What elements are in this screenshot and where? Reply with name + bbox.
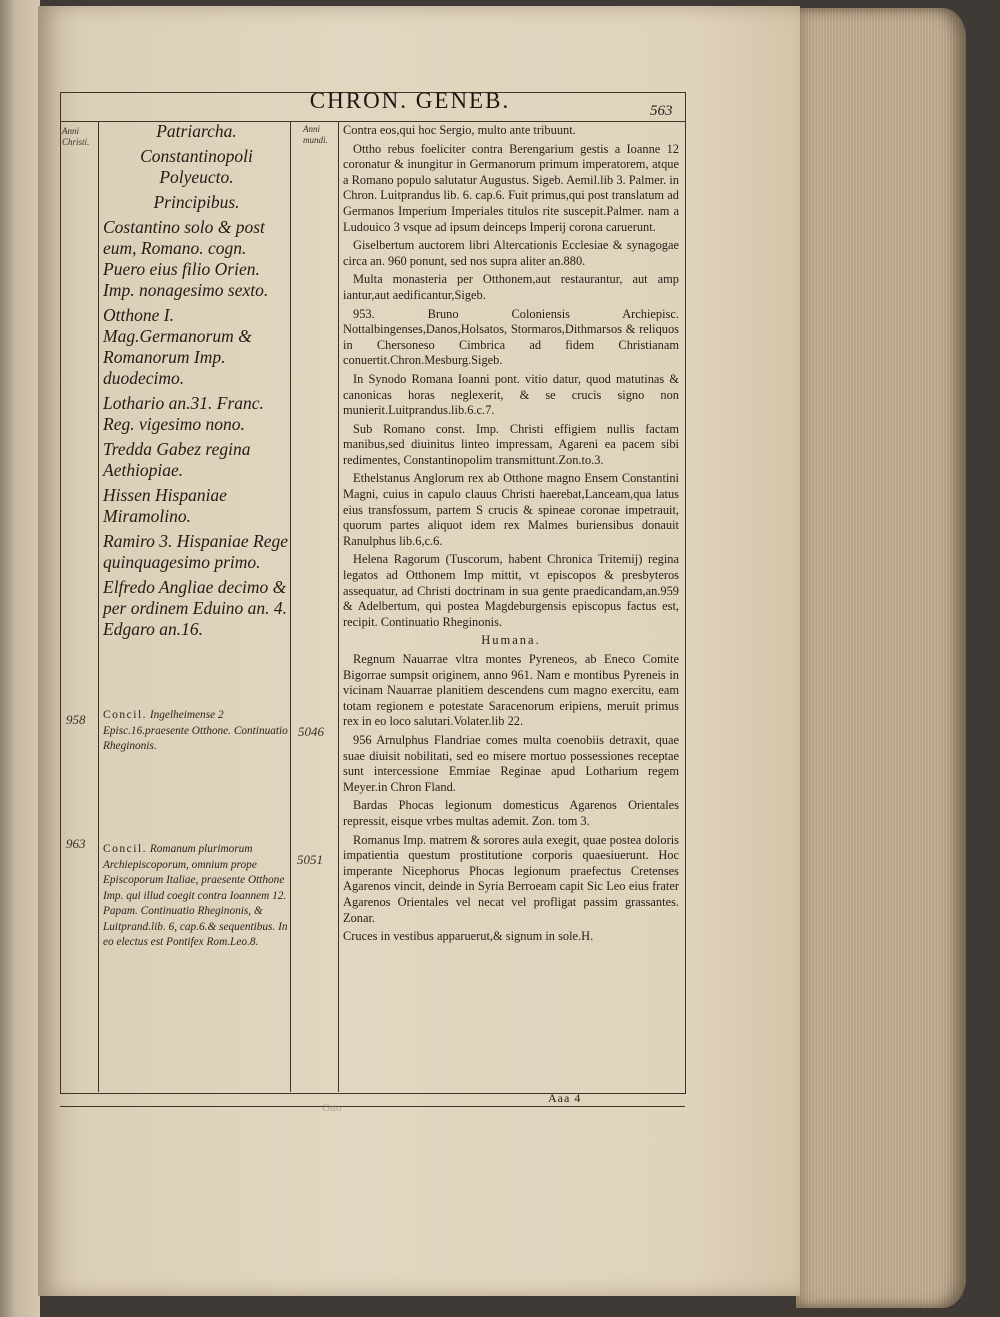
concil-head: Concil. — [103, 709, 148, 721]
year-christi-958: 958 — [66, 712, 86, 727]
paragraph: Giselbertum auctorem libri Altercationis Ecclesiae & synagogae circa an. 960 ponunt, sed nos supra aliter an.880. — [343, 238, 679, 268]
page-number: 563 — [650, 103, 673, 119]
rulers-entry: Otthone I. Mag.Germanorum & Romanorum Imp. duodecimo. — [103, 305, 252, 388]
bleed-through-text: Otto — [322, 1102, 342, 1114]
signature-mark: Aaa 4 — [548, 1091, 582, 1105]
page-block-edges — [796, 8, 966, 1308]
rulers-entry: Principibus. — [153, 192, 240, 212]
paragraph: Romanus Imp. matrem & sorores aula exegit, quae postea doloris impatientia questum prostitutione corporis quaesiuerunt. Hoc imperante Nicephorus Phocas legionum praefectus Cretenses Agarenos vincit, deinde in Syria Berroeam capit Sic Leo eius frater Agarenos Orientales vel necat vel profligat passim grassantes. Zonar. — [343, 832, 679, 925]
rulers-entry: Constantinopoli Polyeucto. — [140, 146, 253, 187]
year-mundi-5046: 5046 — [298, 724, 324, 739]
rulers-entry: Costantino solo & post eum, Romano. cogn. Puero eius filio Orien. Imp. nonagesimo sexto. — [103, 217, 269, 300]
paragraph: Bardas Phocas legionum domesticus Agarenos Orientales repressit, eisque vrbes multas ademit. Zon. tom 3. — [343, 798, 679, 828]
paragraph: 953. Bruno Coloniensis Archiepisc. Nottalbingenses,Danos,Holsatos, Stormaros,Dithmarsos & reliquos in Chersoneso Cimbrica ad fidem Christianam conuertit.Chron.Mesburg.Sigeb. — [343, 306, 679, 368]
paragraph: Cruces in vestibus apparuerut,& signum in sole.H. — [343, 929, 594, 944]
paragraph: 956 Arnulphus Flandriae comes multa coenobiis detraxit, quae suae diuisit nobilitati, sed eo misere mortuo possessiones receptae sunt intercessione Emmiae Reginae apud Lotharium regem Meyer.in Chron Fland. — [343, 732, 679, 794]
rule-col3 — [338, 121, 339, 1092]
paragraph: Regnum Nauarrae vltra montes Pyreneos, ab Eneco Comite Bigorrae sumpsit originem, anno 961. Nam e montibus Pyreneis in vicinam Nauarrae planitiem descendens cum magno exercitu, eam totam regionem e potestate Saracenorum eripiens, meruit primus rex in eo loco salutari.Volater.lib 22. — [343, 652, 679, 729]
paragraph: In Synodo Romana Ioanni pont. vitio datur, quod matutinas & canonicas horas neglexerit, & se crucis signo non munierit.Luitprandus.lib.6.c.7. — [343, 371, 679, 418]
paragraph: Helena Ragorum (Tuscorum, habent Chronica Tritemij) regina legatos ad Otthonem Imp mittit, vt episcopos & presbyteros assequatur, ad Christi doctrinam in sua gente praedicandam,an.959 & Adelbertum, qui postea Magdeburgensis episcopus factus est, recipit. Continuatio Rheginonis. — [343, 552, 679, 629]
rule-col1 — [98, 121, 99, 1092]
anni-christi-label: Anni Christi. — [62, 126, 90, 147]
paragraph: Ethelstanus Anglorum rex ab Otthone magno Ensem Constantini Magni, cuius in capulo clauus Christi haerebat,Lanceam,qua latus eius transfossum, partem S crucis & spineae coronae impetrauit, quorum partes aliquot idem rex Malmes buriensibus donauit Ranulphus lib.6,c.6. — [343, 471, 679, 548]
year-mundi-5051: 5051 — [297, 852, 323, 867]
footer-rule — [60, 1106, 685, 1107]
rulers-column — [103, 121, 290, 644]
rulers-entry: Patriarcha. — [156, 121, 237, 141]
anni-mundi-label: Anni mundi. — [303, 124, 328, 145]
concil-head: Concil. — [103, 843, 148, 855]
paragraph: Sub Romano const. Imp. Christi effigiem nullis factam manibus,sed diuinitus linteo impressam, Agareni ea pacem sibi redimentes, Constantinopolim transmittunt.Zon.to.3. — [343, 421, 679, 467]
concil-entry — [103, 708, 289, 755]
running-head: CHRON. GENEB. — [309, 88, 511, 113]
paragraph: Ottho rebus foeliciter contra Berengarium gestis a Ioanne 12 coronatur & inungitur in Germanorum primum imperatorem, atque a Romano populo salutatur Augustus. Sigeb. Aemil.lib 3. Palmer. in Chron. Luitprandus lib. 6. cap.6. Fuit primus,qui post translatum ad Germanos Imperium Imperiales titulos rite suscepit.Palmer. nam a Ludouico 3 vsque ad ipsum deinceps Imperij corona caruerunt. — [343, 141, 679, 234]
rulers-entry: Ramiro 3. Hispaniae Rege quinquagesimo primo. — [103, 531, 289, 572]
rule-col2 — [290, 121, 291, 1092]
year-christi-963: 963 — [66, 836, 86, 851]
rulers-entry: Tredda Gabez regina Aethiopiae. — [103, 439, 251, 480]
paragraph: Multa monasteria per Otthonem,aut restaurantur, aut amp iantur,aut aedificantur,Sigeb. — [343, 272, 679, 302]
rulers-entry: Lothario an.31. Franc. Reg. vigesimo nono. — [103, 393, 264, 434]
paragraph: Contra eos,qui hoc Sergio, multo ante tribuunt. — [343, 123, 576, 137]
concil-text: Romanum plurimorum Archiepiscoporum, omnium prope Episcoporum Italiae, praesente Otthone Imp. qui illud coegit contra Ioannem 12. Papam. Continuatio Rheginonis, & Luitprand.lib. 6, cap.6.& sequentibus. In eo electus est Pontifex Rom.Leo.8. — [103, 843, 288, 948]
facing-page-edge — [0, 0, 40, 1317]
chronicle-text — [343, 123, 679, 948]
concil-text: Ingelheimense 2 Episc.16.praesente Otthone. Continuatio Rheginonis. — [103, 709, 288, 752]
rulers-entry: Hissen Hispaniae Miramolino. — [103, 485, 227, 526]
section-heading-humana: Humana. — [481, 633, 541, 648]
concil-entry — [103, 842, 289, 951]
rulers-entry: Elfredo Angliae decimo & per ordinem Eduino an. 4. Edgaro an.16. — [103, 577, 288, 639]
